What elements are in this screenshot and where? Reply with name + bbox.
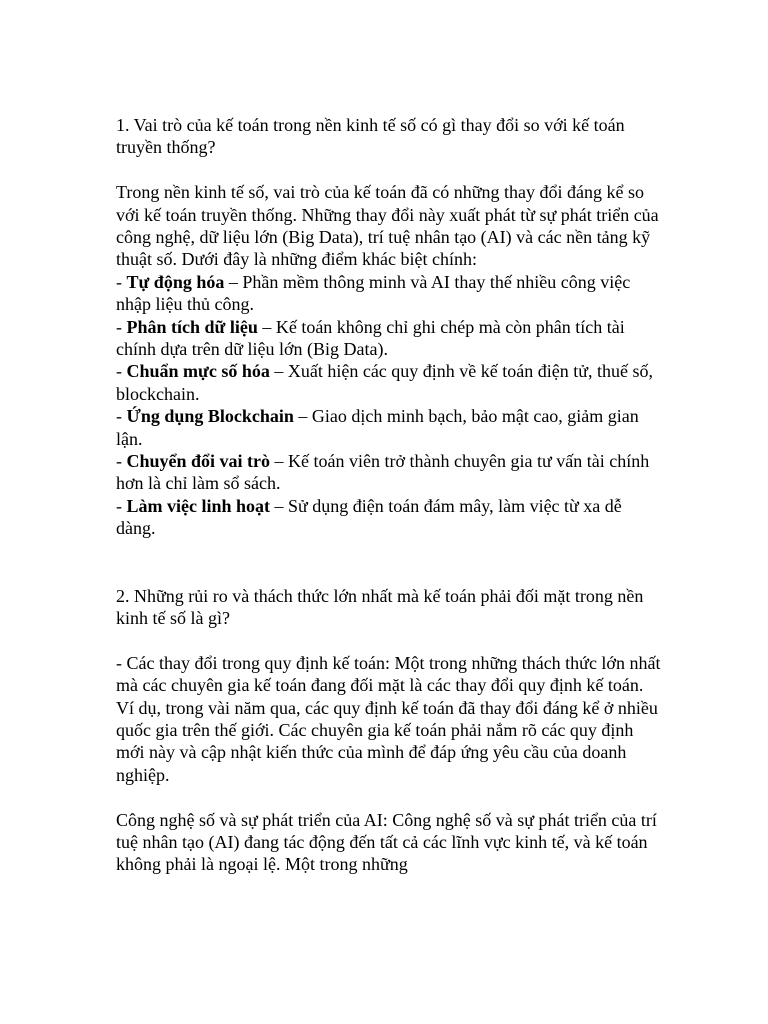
item-term: Chuẩn mực số hóa xyxy=(126,361,270,382)
item-term: Phân tích dữ liệu xyxy=(126,316,258,337)
list-item-digital-standards xyxy=(116,360,661,405)
item-prefix: - xyxy=(116,495,127,516)
question-2-paragraph-regulations: - Các thay đổi trong quy định kế toán: Một trong những thách thức lớn nhất mà các chuyên gia kế toán đang đối mặt là các thay đổi quy định kế toán. Ví dụ, trong vài năm qua, các quy định kế toán đã thay đổi đáng kể ở nhiều quốc gia trên thế giới. Các chuyên gia kế toán phải nắm rõ các quy định mới này và cập nhật kiến thức của mình để đáp ứng yêu cầu của doanh nghiệp. xyxy=(116,652,661,785)
spacer xyxy=(116,540,661,585)
item-desc: – Giao dịch minh bạch, bảo mật cao, giảm gian lận. xyxy=(116,406,639,449)
list-item-role-shift xyxy=(116,450,661,495)
item-prefix: - xyxy=(116,271,127,292)
list-item-blockchain xyxy=(116,405,661,450)
spacer xyxy=(116,629,661,651)
list-item-automation xyxy=(116,271,661,316)
list-item-data-analysis xyxy=(116,316,661,361)
spacer xyxy=(116,786,661,808)
question-2-paragraph-technology: Công nghệ số và sự phát triển của AI: Công nghệ số và sự phát triển của trí tuệ nhân tạo (AI) đang tác động đến tất cả các lĩnh vực kinh tế, và kế toán không phải là ngoại lệ. Một trong những xyxy=(116,809,657,875)
question-1-intro: Trong nền kinh tế số, vai trò của kế toán đã có những thay đổi đáng kể so với kế toán truyền thống. Những thay đổi này xuất phát từ sự phát triển của công nghệ, dữ liệu lớn (Big Data), trí tuệ nhân tạo (AI) và các nền tảng kỹ thuật số. Dưới đây là những điểm khác biệt chính: xyxy=(116,182,659,270)
item-term: Tự động hóa xyxy=(126,271,225,292)
item-prefix: - xyxy=(116,406,127,427)
item-term: Ứng dụng Blockchain xyxy=(126,406,294,427)
item-prefix: - xyxy=(116,451,127,472)
list-item-flexible-work xyxy=(116,495,661,540)
question-2-heading: 2. Những rủi ro và thách thức lớn nhất mà kế toán phải đối mặt trong nền kinh tế số là gì? xyxy=(116,585,644,628)
item-desc: – Kế toán viên trở thành chuyên gia tư vấn tài chính hơn là chỉ làm sổ sách. xyxy=(116,451,650,494)
document-body xyxy=(116,114,661,876)
item-term: Chuyển đổi vai trò xyxy=(126,451,271,472)
item-desc: – Kế toán không chỉ ghi chép mà còn phân tích tài chính dựa trên dữ liệu lớn (Big Data). xyxy=(116,316,625,360)
question-1-heading: 1. Vai trò của kế toán trong nền kinh tế số có gì thay đổi so với kế toán truyền thống? xyxy=(116,115,625,158)
item-desc: – Sử dụng điện toán đám mây, làm việc từ xa dễ dàng. xyxy=(116,495,622,539)
spacer xyxy=(116,159,661,181)
item-term: Làm việc linh hoạt xyxy=(126,495,271,516)
item-prefix: - xyxy=(116,316,127,337)
item-prefix: - xyxy=(116,361,127,382)
item-desc: – Phần mềm thông minh và AI thay thế nhiều công việc nhập liệu thủ công. xyxy=(116,271,631,315)
item-desc: – Xuất hiện các quy định về kế toán điện tử, thuế số, blockchain. xyxy=(116,361,654,404)
